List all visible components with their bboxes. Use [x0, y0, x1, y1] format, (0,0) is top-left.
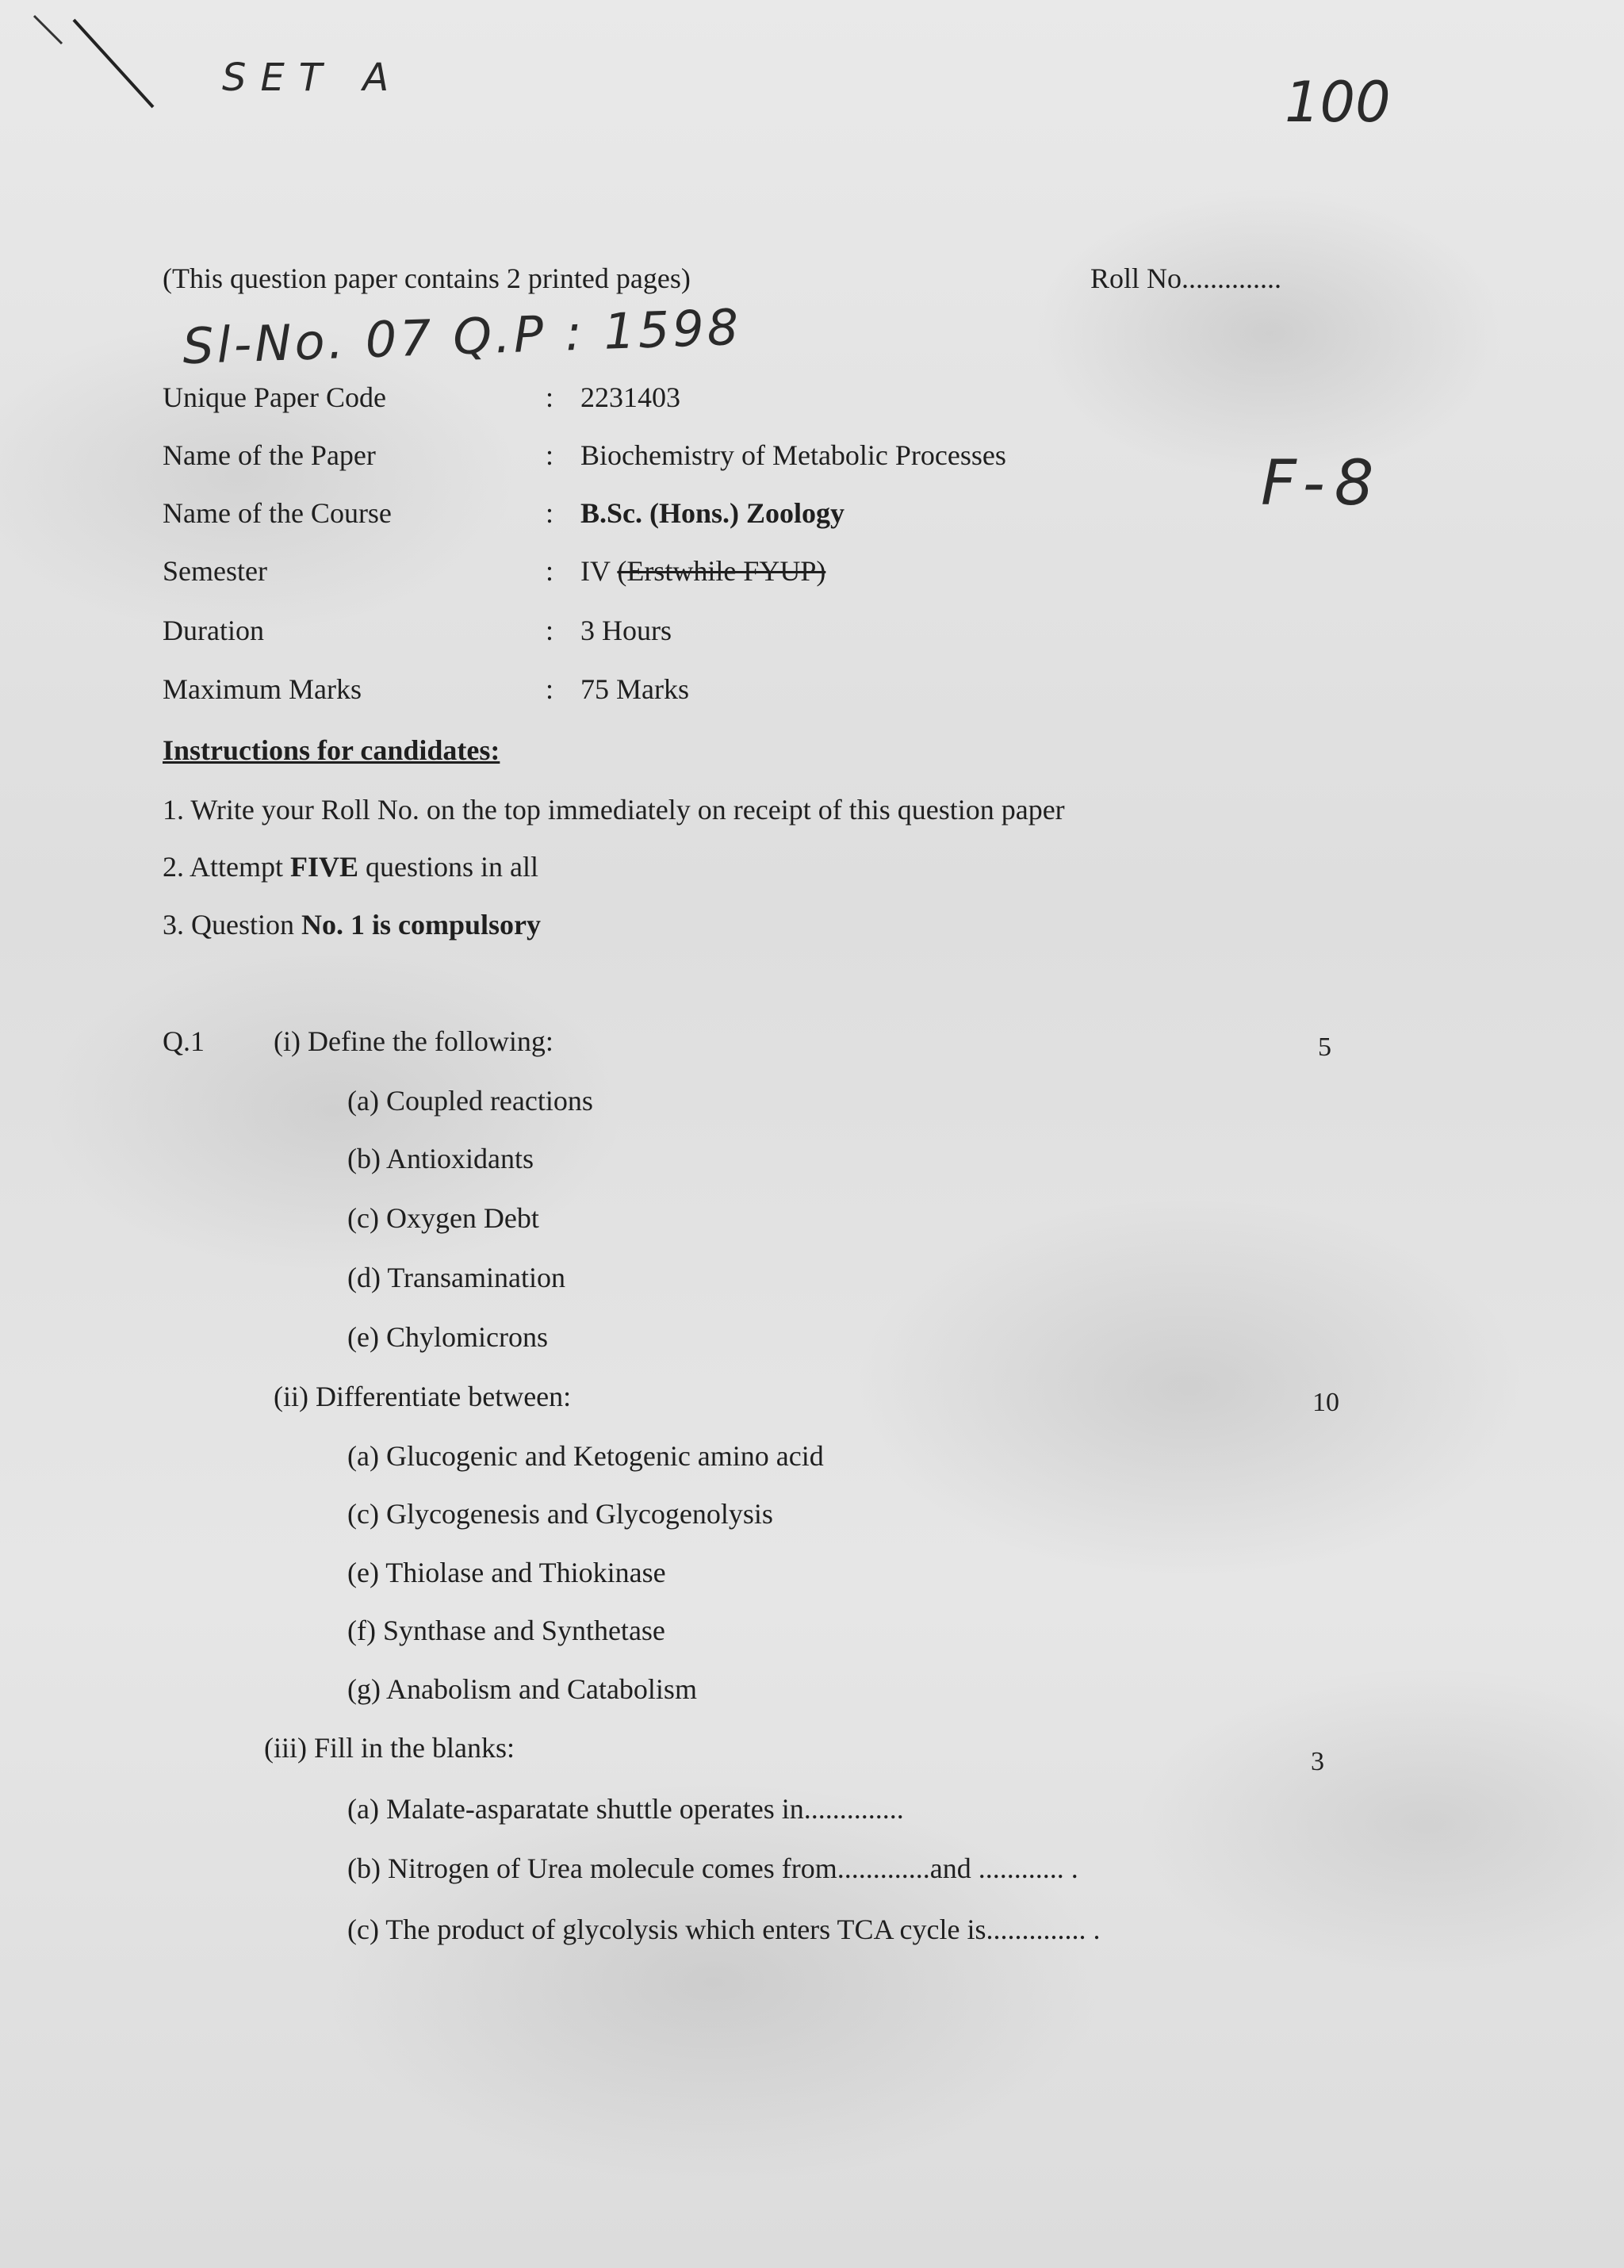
- field-value-paper-code: 2231403: [580, 381, 680, 413]
- q1-part1-item: (c) Oxygen Debt: [347, 1202, 539, 1234]
- q1-part2-item: (c) Glycogenesis and Glycogenolysis: [347, 1498, 773, 1530]
- q1-part3-marks: 3: [1311, 1747, 1324, 1776]
- instruction-item-3-text: 3. Question: [163, 909, 301, 941]
- field-value-course-name: B.Sc. (Hons.) Zoology: [580, 497, 845, 529]
- roll-number-field: Roll No..............: [1090, 262, 1282, 294]
- field-value-semester: [580, 554, 825, 588]
- q1-part1-item: (a) Coupled reactions: [347, 1085, 593, 1117]
- question-number: Q.1: [163, 1025, 205, 1057]
- field-label-paper-name: Name of the Paper: [163, 439, 376, 471]
- field-label-semester: Semester: [163, 555, 267, 587]
- q1-part1-title: (i) Define the following:: [274, 1025, 553, 1057]
- q1-part2-item: (e) Thiolase and Thiokinase: [347, 1557, 666, 1588]
- q1-part2-marks: 10: [1312, 1388, 1339, 1417]
- q1-part1-item: (b) Antioxidants: [347, 1143, 534, 1174]
- handwritten-total-marks: 100: [1285, 70, 1391, 135]
- instruction-item-1: 1. Write your Roll No. on the top immediately on receipt of this question paper: [163, 794, 1065, 826]
- q1-part2-title: (ii) Differentiate between:: [274, 1381, 572, 1412]
- field-label-duration: Duration: [163, 615, 264, 646]
- semester-value: IV: [580, 555, 611, 587]
- q1-part3-item: (c) The product of glycolysis which enters TCA cycle is.............. .: [347, 1914, 1101, 1945]
- q1-part2-item: (g) Anabolism and Catabolism: [347, 1673, 697, 1705]
- instruction-item-2: [163, 850, 538, 883]
- handwritten-serial-number: Sl-No. 07 Q.P : 1598: [181, 297, 743, 376]
- instruction-item-3-bold: No. 1 is compulsory: [301, 909, 542, 941]
- field-value-max-marks: 75 Marks: [580, 673, 689, 705]
- field-colon: :: [546, 497, 554, 529]
- field-colon: :: [546, 615, 554, 646]
- instruction-item-3: [163, 908, 541, 941]
- q1-part3-title: (iii) Fill in the blanks:: [264, 1732, 515, 1764]
- field-colon: :: [546, 381, 554, 413]
- q1-part3-item: (a) Malate-asparatate shuttle operates in..............: [347, 1793, 904, 1825]
- semester-struck-note: (Erstwhile FYUP): [617, 555, 826, 587]
- instruction-item-2-text: 2. Attempt: [163, 851, 290, 883]
- field-label-paper-code: Unique Paper Code: [163, 381, 386, 413]
- instruction-item-2-bold: FIVE: [290, 851, 359, 883]
- field-value-paper-name: Biochemistry of Metabolic Processes: [580, 439, 1006, 471]
- field-colon: :: [546, 439, 554, 471]
- field-colon: :: [546, 673, 554, 705]
- q1-part2-item: (f) Synthase and Synthetase: [347, 1615, 665, 1646]
- q1-part1-marks: 5: [1318, 1032, 1331, 1062]
- q1-part3-item: (b) Nitrogen of Urea molecule comes from.............and ............ .: [347, 1852, 1078, 1884]
- handwritten-set-label: SET A: [222, 56, 404, 100]
- handwritten-side-mark: F-8: [1261, 448, 1384, 519]
- field-label-course-name: Name of the Course: [163, 497, 392, 529]
- q1-part2-item: (a) Glucogenic and Ketogenic amino acid: [347, 1440, 824, 1472]
- pen-stroke-mark: [30, 0, 165, 119]
- field-colon: :: [546, 555, 554, 587]
- q1-part1-item: (e) Chylomicrons: [347, 1321, 548, 1353]
- pages-note: (This question paper contains 2 printed pages): [163, 262, 691, 294]
- instructions-heading: Instructions for candidates:: [163, 734, 500, 766]
- instruction-item-2-text-end: questions in all: [358, 851, 539, 883]
- q1-part1-item: (d) Transamination: [347, 1262, 565, 1293]
- field-value-duration: 3 Hours: [580, 615, 672, 646]
- field-label-max-marks: Maximum Marks: [163, 673, 362, 705]
